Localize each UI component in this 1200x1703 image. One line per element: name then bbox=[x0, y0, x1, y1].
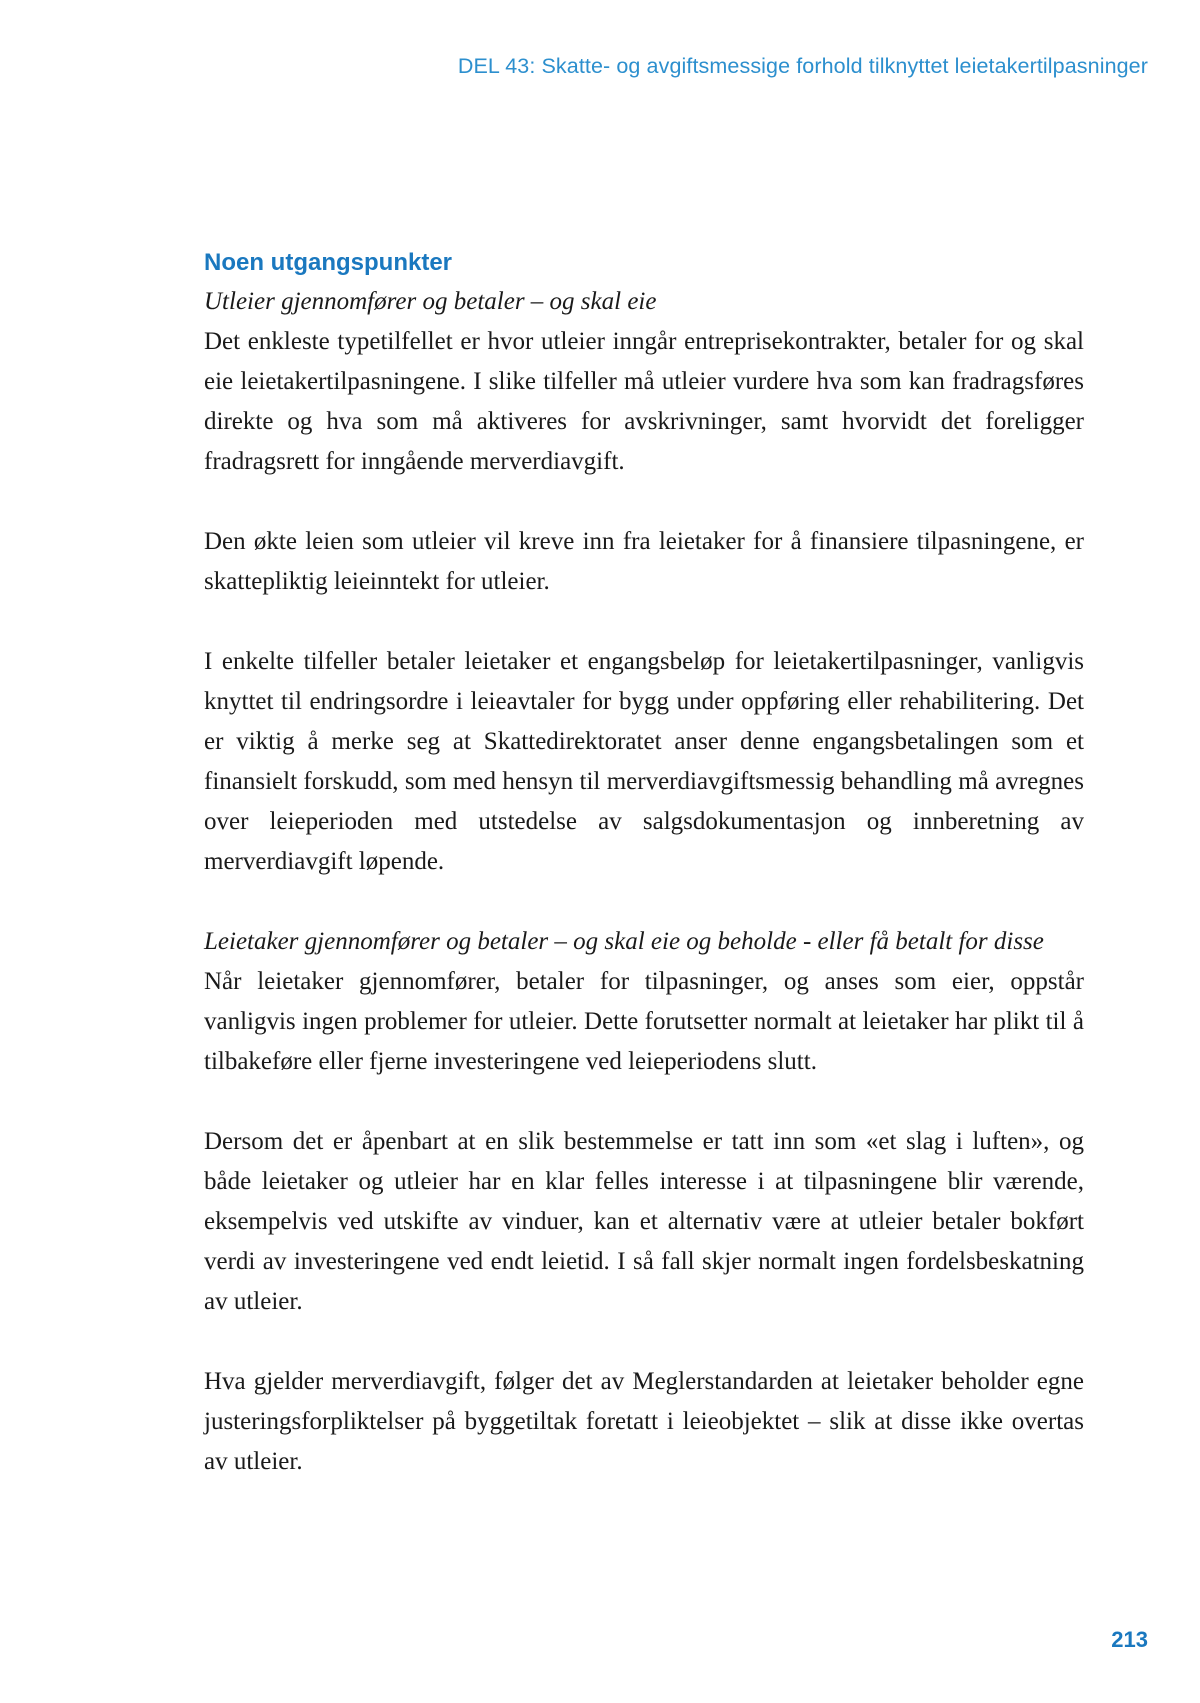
section-heading: Noen utgangspunkter bbox=[204, 249, 453, 276]
paragraph-gap bbox=[204, 482, 1084, 522]
page-number: 213 bbox=[1111, 1627, 1148, 1652]
paragraph-6: Hva gjelder merverdiavgift, følger det av Meglerstandarden at leietaker beholder egne justeringsforpliktelser på byggetiltak foretatt i leieobjektet – slik at disse ikke overtas av utleier. bbox=[204, 1368, 1084, 1475]
paragraph-gap bbox=[204, 1082, 1084, 1122]
paragraph-1: Det enkleste typetilfellet er hvor utleier inngår entreprisekontrakter, betaler for og skal eie leietakertilpasningene. I slike tilfeller må utleier vurdere hva som kan fradragsføres direkte og hva som må aktiveres for avskrivninger, samt hvorvidt det foreligger fradragsrett for inngående merverdiavgift. bbox=[204, 328, 1084, 475]
paragraph-gap bbox=[204, 602, 1084, 642]
paragraph-3: I enkelte tilfeller betaler leietaker et engangsbeløp for leietakertilpasninger, vanligvis knyttet til endringsordre i leieavtaler for bygg under oppføring eller rehabilitering. Det er viktig å merke seg at Skattedirektoratet anser denne engangsbetalingen som et finansielt forskudd, som med hensyn til merverdiavgiftsmessig behandling må avregnes over leieperioden med utstedelse av salgsdokumentasjon og innberetning av merverdiavgift løpende. bbox=[204, 648, 1084, 875]
main-content bbox=[204, 244, 1084, 1482]
paragraph-gap bbox=[204, 1322, 1084, 1362]
paragraph-4: Når leietaker gjennomfører, betaler for tilpasninger, og anses som eier, oppstår vanligvis ingen problemer for utleier. Dette forutsetter normalt at leietaker har plikt til å tilbakeføre eller fjerne investeringene ved leieperiodens slutt. bbox=[204, 968, 1084, 1075]
paragraph-gap bbox=[204, 882, 1084, 922]
subheading-utleier: Utleier gjennomfører og betaler – og skal eie bbox=[204, 288, 657, 315]
subheading-leietaker: Leietaker gjennomfører og betaler – og skal eie og beholde - eller få betalt for disse bbox=[204, 928, 1044, 955]
running-header: DEL 43: Skatte- og avgiftsmessige forhold tilknyttet leietakertilpasninger bbox=[457, 54, 1148, 78]
paragraph-2: Den økte leien som utleier vil kreve inn fra leietaker for å finansiere tilpasningene, er skattepliktig leieinntekt for utleier. bbox=[204, 528, 1084, 595]
paragraph-5: Dersom det er åpenbart at en slik bestemmelse er tatt inn som «et slag i luften», og både leietaker og utleier har en klar felles interesse i at tilpasningene blir værende, eksempelvis ved utskifte av vinduer, kan et alternativ være at utleier betaler bokført verdi av investeringene ved endt leietid. I så fall skjer normalt ingen fordelsbeskatning av utleier. bbox=[204, 1128, 1084, 1315]
